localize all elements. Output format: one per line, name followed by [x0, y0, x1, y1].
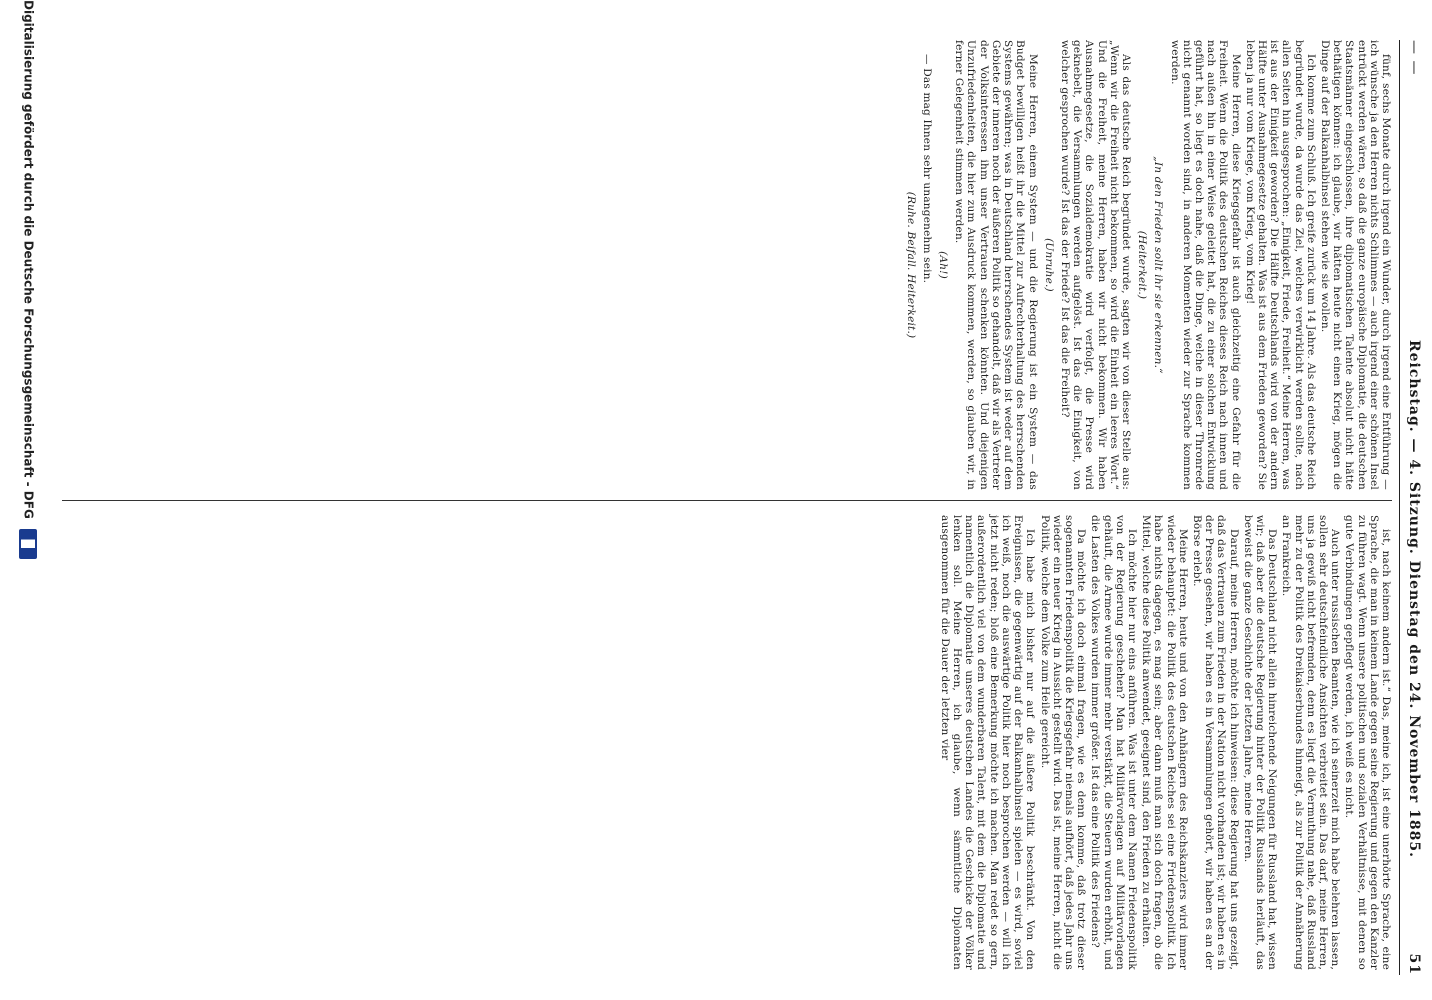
right-text-column — [937, 515, 1392, 970]
header-title: Reichstag. — 4. Sitzung. Dienstag den 24. November 1885. — [1406, 340, 1422, 859]
paragraph: Meine Herren, einem System — und die Regierung ist ein System — das Budget bewilligen heißt ihr die Mittel zur Aufrechterhaltung des herrschenden Systems gewähren; was in Deutschland herrschendes System ist weder auf dem Gebiete der inneren noch der äußeren Politik so gehandelt, daß wir als Vertreter der Volksinteressen ihm unser Vertrauen schenken könnten. Und diejenigen Unzufriedenheiten, die hier zum Ausdruck kommen, werden, so glauben wir, in ferner Gelegenheit stimmen werden. — [953, 40, 1039, 490]
paragraph: Ich komme zum Schluß. Ich greife zurück um 14 Jahre. Als das deutsche Reich begründet wurde, da wurde das Ziel, welches verwirklicht werden sollte, nach allen Seiten hin ausgesprochen: „Einigkeit, Friede, Freiheit.“ Meine Herren, was ist aus der Einigkeit geworden? Die Hälfte Deutschlands wird von der andern Hälfte unter Ausnahmegesetze gehalten. Was ist aus dem Frieden geworden? Sie leben ja nur vom Kriege, vom Krieg, vom Krieg! — [1243, 40, 1317, 490]
quote-line: „In den Frieden sollt ihr sie erkennen.“ — [1152, 156, 1165, 374]
paragraph: Meine Herren, heute und von den Anhängern des Reichskanzlers wird immer wieder behauptet: die Politik des deutschen Reiches sei eine Friedenspolitik. Ich habe nichts dagegen, es mag sein; aber dann muß man sich doch fragen, ob die Mittel, welche diese Politik anwendet, geeignet sind, den Frieden zu erhalten. — [1140, 515, 1189, 970]
paragraph: Ich habe mich bisher nur auf die äußere Politik beschränkt. Von den Ereignissen, die gegenwärtig auf der Balkanhalbinsel spielen — es wird, soviel ich weiß, noch die auswärtige Politik hier noch besprochen werden — will ich jetzt nicht reden; bloß eine Bemerkung möchte ich machen. Man redet so gern, außerordentlich viel von dem wunderbaren Talent, mit dem die Diplomatie und namentlich die Diplomatie unseres deutschen Landes die Geschicke der Völker lenken soll. Meine Herren, ich glaube, wenn sämmtliche Diplomaten ausgenommen für die Dauer der letzten vier — [938, 515, 1037, 970]
page-number: 51 — [1406, 953, 1422, 975]
digitization-footer — [13, 0, 37, 1000]
header-left-mark: — — — [1406, 40, 1422, 76]
left-text-column — [900, 40, 1392, 490]
paragraph: fünf, sechs Monate durch irgend ein Wunder, durch irgend eine Entführung — ich wünsche ja den Herren nichts Schlimmes — auch irgend einer schönen Insel entrückt werden wären, so daß die ganze europäische Diplomatie, die deutschen Staatsmänner eingeschlossen, ihre diplomatischen Talente absolut nicht hätte bethätigen können: ich glaube, wir hätten heute nicht einen Krieg, mögen die Dinge auf der Balkanhalbinsel stehen wie sie wollen. — [1318, 40, 1392, 490]
paragraph: Darauf, meine Herren, möchte ich hinweisen: diese Regierung hat uns gezeigt, daß das Vertrauen zum Frieden in der Nation nicht vorhanden ist; wir haben es in der Presse gesehen, wir haben es in Versammlungen gehört, wir haben es an der Börse erlebt. — [1190, 515, 1240, 970]
stage-direction: (Ah!) — [937, 251, 950, 279]
paragraph: Das Deutschland nicht allein hinreichende Neigungen für Russland hat, wissen wir; daß aber die deutsche Regierung hinter der Politik Russlands herläuft, das beweist die ganze Geschichte der letzten Jahre, meine Herren. — [1241, 515, 1279, 970]
stage-direction: (Heiterkeit.) — [1136, 230, 1149, 300]
paragraph: Da möchte ich doch einmal fragen, wie es denn komme, daß trotz dieser sogenannten Friedenspolitik die Kriegsgefahr niemals aufhört, daß jedes Jahr uns wieder ein neuer Krieg in Aussicht gestellt wird. Das ist, meine Herren, nicht die Politik, welche dem Volke zum Heile gereicht. — [1038, 515, 1088, 970]
paragraph: — Das mag Ihnen sehr unangenehm sein. — [920, 54, 933, 284]
paragraph: Auch unter russischen Beamten, wie ich seinerzeit mich habe belehren lassen, sollen sehr deutschfeindliche Ansichten verbreitet sein. Das darf, meine Herren, uns ja gewiß nicht befremden, denn es liegt die Vermuthung nahe, daß Russland mehr zu der Politik des Dreikaiserbundes hinneigt, als zur Politik der Annäherung an Frankreich. — [1280, 515, 1342, 970]
page-header — [1399, 40, 1426, 975]
paragraph: Als das deutsche Reich begründet wurde, sagten wir von dieser Stelle aus: „Wenn wir die Freiheit nicht bekommen, so wird die Einheit ein leeres Wort.“ Und die Freiheit, meine Herren, haben wir nicht bekommen. Wir haben Ausnahmegesetze, die Sozialdemokratie wird verfolgt, die Presse wird geknebelt, die Versammlungen werden aufgelöst. Ist das die Einigkeit, von welcher gesprochen wurde? Ist das der Friede? Ist das die Freiheit? — [1058, 40, 1132, 490]
stage-direction: (Unruhe.) — [1042, 238, 1055, 292]
dfg-logo-icon — [19, 529, 37, 559]
stage-direction: (Ruhe. Beifall. Heiterkeit.) — [904, 191, 917, 339]
paragraph: Ich möchte hier nur eins anführen. Was ist unter dem Namen Friedenspolitik von der Regierung geschehen? Man hat Militärvorlagen auf Militärvorlagen gehäuft, die Armee wurde immer mehr verstärkt, die Steuern wurden erhöht, und die Lasten des Volkes wurden immer größer. Ist das eine Politik des Friedens? — [1089, 515, 1138, 970]
footer-text: Digitalisierung gefördert durch die Deutsche Forschungsgemeinschaft - DFG — [21, 0, 36, 519]
paragraph: Meine Herren, diese Kriegsgefahr ist auch gleichzeitig eine Gefahr für die Freiheit. Wenn die Politik des deutschen Reiches dieses Reich nach innen und nach außen hin in einer Weise geleitet hat, die zu einer solchen Entwicklung geführt hat, so liegt es doch nahe, daß die Dinge, welche in dieser Thronrede nicht genannt worden sind, in anderen Momenten wieder zur Sprache kommen werden. — [1168, 40, 1242, 490]
paragraph: ist, nach keinem andern ist.“ Das, meine ich, ist eine unerhörte Sprache, eine Sprache, die man in keinem Lande gegen seine Regierung und gegen den Kanzler zu führen wagt. Wenn unsere politischen und sozialen Verhältnisse, mit denen so gute Verbindungen gepflegt werden, ich weiß es nicht. — [1343, 515, 1392, 970]
column-divider — [62, 500, 1392, 501]
